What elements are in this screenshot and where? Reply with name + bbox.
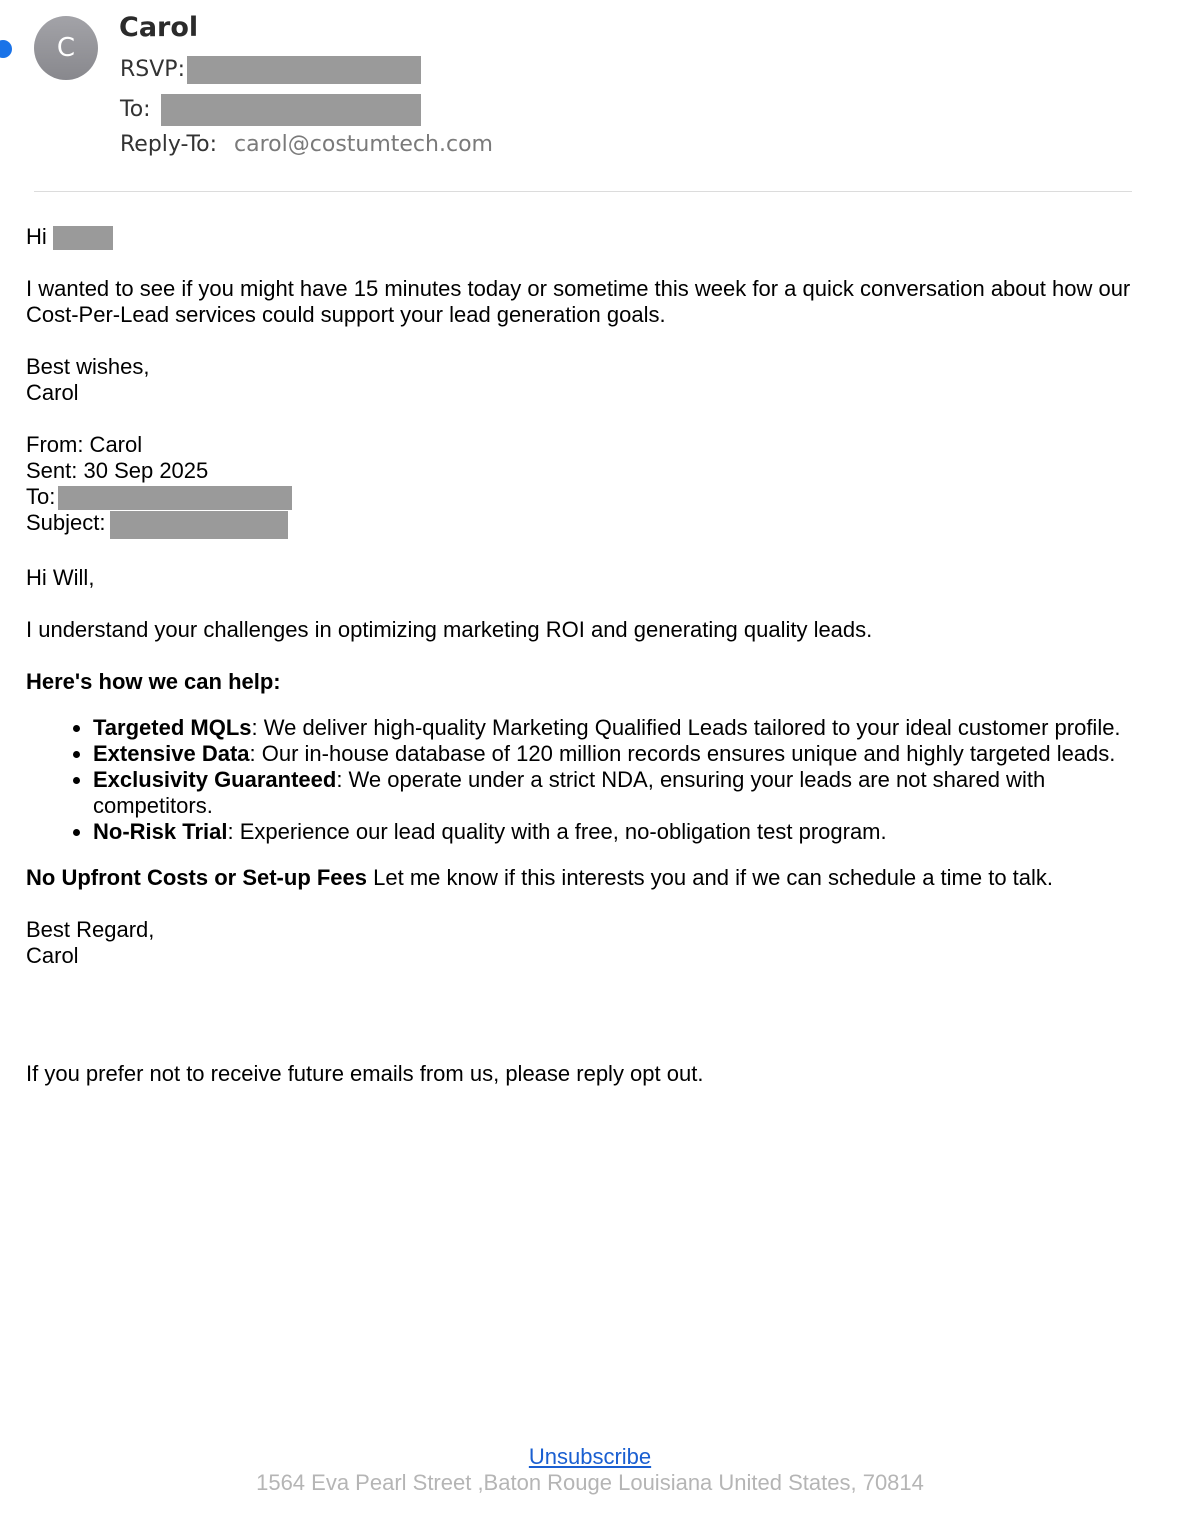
reply-to-row <box>120 132 493 157</box>
benefits-list <box>26 715 1166 845</box>
email-body <box>26 224 1166 1087</box>
postal-address: 1564 Eva Pearl Street ,Baton Rouge Louisiana United States, 70814 <box>256 1470 924 1495</box>
recipient-name-redacted <box>53 226 113 250</box>
quoted-subject-redacted <box>110 511 288 539</box>
greeting: Hi <box>26 224 1166 250</box>
greeting-will: Hi Will, <box>26 564 95 590</box>
challenge-paragraph: I understand your challenges in optimizing marketing ROI and generating quality leads. <box>26 616 873 642</box>
quoted-subject: Subject: <box>26 510 1166 538</box>
list-item: • No-Risk Trial: Experience our lead quality with a free, no-obligation test program. <box>93 819 1166 845</box>
header-divider <box>34 191 1132 192</box>
rsvp-label: RSVP: <box>120 57 185 82</box>
to-redacted <box>161 94 421 126</box>
reply-to-label: Reply-To: <box>120 132 218 157</box>
signoff-line: Best wishes, <box>26 354 150 380</box>
closing-name: Carol <box>26 942 79 968</box>
email-footer <box>0 1444 1180 1496</box>
help-heading: Here's how we can help: <box>26 668 281 694</box>
optout-notice: If you prefer not to receive future emails from us, please reply opt out. <box>26 1060 704 1086</box>
rsvp-row <box>120 56 421 84</box>
quoted-sent: Sent: 30 Sep 2025 <box>26 458 209 484</box>
unread-indicator-dot <box>0 40 12 58</box>
list-item: • Exclusivity Guaranteed: We operate under a strict NDA, ensuring your leads are not shared with competitors. <box>93 767 1166 819</box>
to-row <box>120 94 421 126</box>
list-item: • Targeted MQLs: We deliver high-quality Marketing Qualified Leads tailored to your ideal customer profile. <box>93 715 1166 741</box>
sender-name[interactable]: Carol <box>119 12 199 43</box>
quoted-to: To: <box>26 484 1166 510</box>
unsubscribe-link[interactable]: Unsubscribe <box>528 1444 652 1469</box>
to-label: To: <box>120 97 151 122</box>
signoff-name: Carol <box>26 380 79 406</box>
reply-to-address[interactable]: carol@costumtech.com <box>234 132 493 157</box>
quoted-to-redacted <box>58 486 292 510</box>
avatar[interactable]: C <box>34 16 98 80</box>
no-costs-paragraph: No Upfront Costs or Set-up Fees Let me know if this interests you and if we can schedule a time to talk. <box>26 864 1054 890</box>
list-item: • Extensive Data: Our in-house database of 120 million records ensures unique and highly targeted leads. <box>93 741 1166 767</box>
rsvp-redacted <box>187 56 421 84</box>
closing-line: Best Regard, <box>26 916 155 942</box>
intro-paragraph: I wanted to see if you might have 15 minutes today or sometime this week for a quick conversation about how our Cost-Per-Lead services could support your lead generation goals. <box>26 276 1131 328</box>
quoted-from: From: Carol <box>26 432 143 458</box>
